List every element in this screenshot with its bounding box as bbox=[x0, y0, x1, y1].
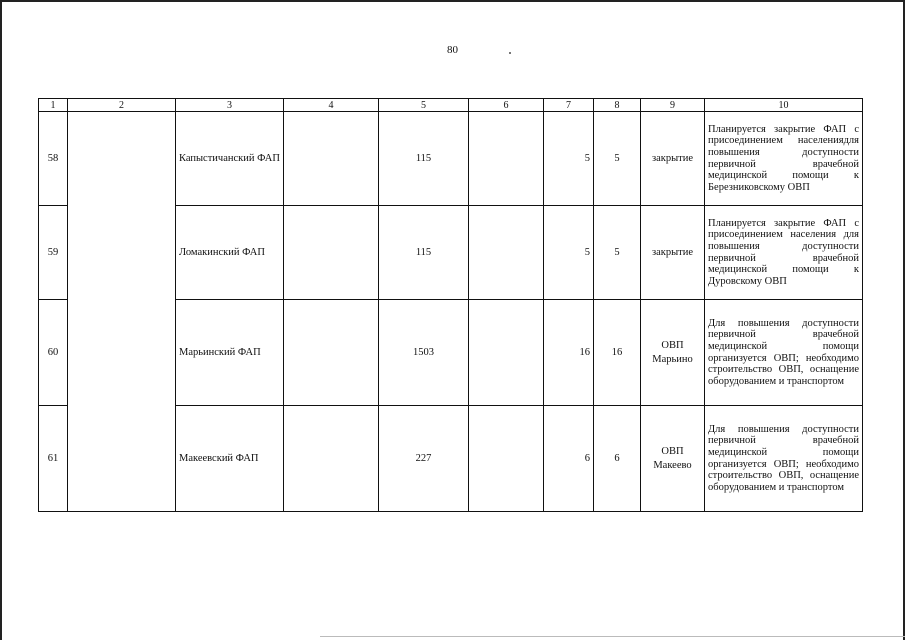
col8-cell: 5 bbox=[594, 206, 641, 300]
col7-cell: 6 bbox=[544, 406, 594, 512]
note-cell: Для повышения доступности первичной врачебной медицинской помощи организуется ОВП; необходимо строительство ОВП, оснащение оборудованием и транспортом bbox=[705, 300, 863, 406]
page-frame-left bbox=[0, 0, 2, 640]
facility-name: Ломакинский ФАП bbox=[176, 206, 284, 300]
row-number: 61 bbox=[39, 406, 68, 512]
population-cell: 1503 bbox=[379, 300, 469, 406]
population-cell: 115 bbox=[379, 112, 469, 206]
empty-cell-col-4 bbox=[284, 406, 379, 512]
col8-cell: 5 bbox=[594, 112, 641, 206]
page-number: 80 bbox=[447, 44, 458, 56]
facility-name: Марьинский ФАП bbox=[176, 300, 284, 406]
header-col-5: 5 bbox=[379, 99, 469, 112]
empty-cell-col-6 bbox=[469, 206, 544, 300]
col8-cell: 6 bbox=[594, 406, 641, 512]
note-cell: Планируется закрытие ФАП с присоединением населения для повышения доступности первичной врачебной медицинской помощи к Дуровскому ОВП bbox=[705, 206, 863, 300]
header-col-1: 1 bbox=[39, 99, 68, 112]
action-cell: закрытие bbox=[641, 112, 705, 206]
page-frame-top bbox=[0, 0, 905, 2]
header-col-6: 6 bbox=[469, 99, 544, 112]
note-cell: Планируется закрытие ФАП с присоединением населениядля повышения доступности первичной врачебной медицинской помощи к Березниковскому ОВП bbox=[705, 112, 863, 206]
header-col-10: 10 bbox=[705, 99, 863, 112]
empty-cell-col-6 bbox=[469, 112, 544, 206]
header-col-9: 9 bbox=[641, 99, 705, 112]
facility-name: Капыстичанский ФАП bbox=[176, 112, 284, 206]
col7-cell: 5 bbox=[544, 112, 594, 206]
row-number: 60 bbox=[39, 300, 68, 406]
header-col-3: 3 bbox=[176, 99, 284, 112]
col8-cell: 16 bbox=[594, 300, 641, 406]
scan-speck bbox=[509, 52, 511, 54]
empty-cell-col-6 bbox=[469, 406, 544, 512]
header-col-7: 7 bbox=[544, 99, 594, 112]
action-cell: ОВП Марьино bbox=[641, 300, 705, 406]
merged-cell-col-2 bbox=[68, 112, 176, 512]
col7-cell: 16 bbox=[544, 300, 594, 406]
population-cell: 115 bbox=[379, 206, 469, 300]
row-number: 58 bbox=[39, 112, 68, 206]
note-cell: Для повышения доступности первичной врачебной медицинской помощи организуется ОВП; необходимо строительство ОВП, оснащение оборудованием и транспортом bbox=[705, 406, 863, 512]
action-cell: ОВП Макеево bbox=[641, 406, 705, 512]
col7-cell: 5 bbox=[544, 206, 594, 300]
header-col-2: 2 bbox=[68, 99, 176, 112]
population-cell: 227 bbox=[379, 406, 469, 512]
empty-cell-col-4 bbox=[284, 300, 379, 406]
empty-cell-col-6 bbox=[469, 300, 544, 406]
header-col-4: 4 bbox=[284, 99, 379, 112]
row-number: 59 bbox=[39, 206, 68, 300]
action-cell: закрытие bbox=[641, 206, 705, 300]
page-bottom-edge bbox=[320, 636, 905, 637]
empty-cell-col-4 bbox=[284, 112, 379, 206]
facilities-table bbox=[38, 98, 863, 512]
table-header-row bbox=[39, 99, 863, 112]
table-row bbox=[39, 112, 863, 206]
facility-name: Макеевский ФАП bbox=[176, 406, 284, 512]
empty-cell-col-4 bbox=[284, 206, 379, 300]
header-col-8: 8 bbox=[594, 99, 641, 112]
